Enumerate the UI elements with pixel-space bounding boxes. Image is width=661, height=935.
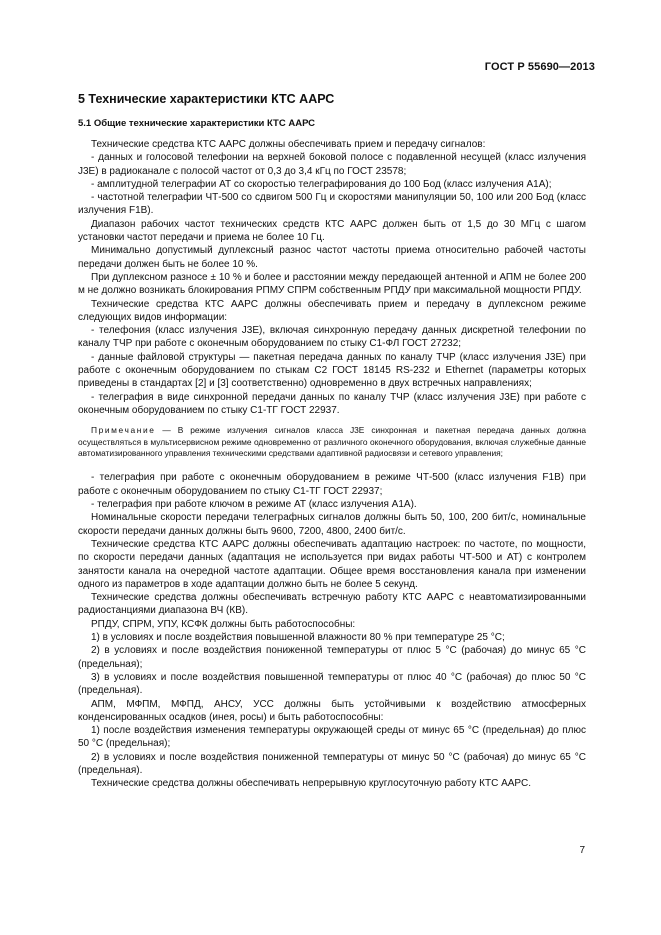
note (78, 425, 586, 459)
paragraph: Технические средства должны обеспечивать встречную работу КТС ААРС с неавтоматизированными радиостанциями диапазона ВЧ (КВ). (78, 592, 586, 617)
paragraph: Технические средства КТС ААРС должны обеспечивать адаптацию настроек: по частоте, по мощности, по скорости передачи данных (адаптация не используется при видах работы ЧТ-500 и АТ) с контролем занятости канала на очередной частоте адаптации. Общее время восстановления канала при изменении одного из параметров в ходе адаптации должно быть не более 5 секунд. (78, 538, 586, 590)
paragraph: - телефония (класс излучения J3E), включая синхронную передачу данных дискретной телефонии по каналу ТЧР при работе с оконечным оборудованием по стыку С1-ФЛ ГОСТ 27232; (78, 325, 586, 350)
paragraph: Номинальные скорости передачи телеграфных сигналов должны быть 50, 100, 200 бит/с, номинальные скорости передачи данных должны быть 9600, 7200, 4800, 2400 бит/с. (78, 512, 586, 537)
paragraph: Технические средства КТС ААРС должны обеспечивать прием и передачу сигналов: (91, 139, 486, 150)
note-label: Примечание (91, 425, 156, 436)
paragraph: РПДУ, СПРМ, УПУ, КСФК должны быть работоспособны: (91, 618, 356, 630)
paragraph: При дуплексном разносе ± 10 % и более и расстоянии между передающей антенной и АПМ не более 200 м не должно возникать блокирования РПМУ СПРМ собственным РПДУ при максимальной мощности РПДУ. (78, 271, 586, 297)
paragraph: - телеграфия при работе с оконечным оборудованием в режиме ЧТ-500 (класс излучения F1B) при работе с оконечным оборудованием по стыку С1-ТГ ГОСТ 22937; (78, 472, 586, 497)
paragraph: - телеграфия в виде синхронной передачи данных по каналу ТЧР (класс излучения J3E) при работе с оконечным оборудованием по стыку С1-ТГ ГОСТ 22937. (78, 391, 586, 416)
paragraph: 2) в условиях и после воздействия пониженной температуры от плюс 5 °С (рабочая) до минус 65 °С (предельная); (78, 645, 586, 670)
paragraph: 3) в условиях и после воздействия повышенной температуры от плюс 40 °С (рабочая) до плюс 50 °С (предельная). (78, 671, 586, 697)
paragraph: Технические средства КТС ААРС должны обеспечивать прием и передачу в дуплексном режиме следующих видов информации: (78, 298, 586, 323)
paragraph: - частотной телеграфии ЧТ-500 со сдвигом 500 Гц и скоростями манипуляции 50, 100 или 200 Бод (класс излучения F1B). (78, 192, 586, 217)
paragraph: - данных и голосовой телефонии на верхней боковой полосе с подавленной несущей (класс излучения J3E) в радиоканале с полосой частот от 0,3 до 3,4 кГц по ГОСТ 23578; (78, 152, 586, 177)
note-text: — В режиме излучения сигналов класса J3E синхронная и пакетная передача данных должна осуществляться в мультисервисном режиме одновременно от различного оконечного оборудования, включая служебные данные автоматизированного управления техническими средствами адаптивной радиосвязи и сетевого управления; (78, 425, 586, 459)
paragraph: - данные файловой структуры — пакетная передача данных по каналу ТЧР (класс излучения J3E) при работе с оконечным оборудованием по стыкам С2 ГОСТ 18145 RS-232 и Ethernet (параметры которых приведены в стандартах [2] и [3] соответственно) одновременно в двух встречных направлениях; (78, 351, 586, 390)
paragraph: - телеграфия при работе ключом в режиме АТ (класс излучения А1А). (91, 499, 417, 511)
subsection-title: 5.1 Общие технические характеристики КТС ААРС (78, 118, 316, 129)
paragraph: АПМ, МФПМ, МФПД, АНСУ, УСС должны быть устойчивыми к воздействию атмосферных конденсированных осадков (инея, росы) и быть работоспособны: (78, 698, 586, 723)
page-number: 7 (579, 845, 585, 856)
section-title: 5 Технические характеристики КТС ААРС (78, 92, 335, 106)
paragraph: 1) в условиях и после воздействия повышенной влажности 80 % при температуре 25 °С; (91, 632, 505, 644)
paragraph: - амплитудной телеграфии АТ со скоростью телеграфирования до 100 Бод (класс излучения А1А); (91, 178, 552, 190)
standard-designation: ГОСТ Р 55690—2013 (484, 61, 595, 73)
paragraph: 1) после воздействия изменения температуры окружающей среды от минус 65 °С (предельная) до плюс 50 °С (предельная); (78, 725, 586, 750)
paragraph: Диапазон рабочих частот технических средств КТС ААРС должен быть от 1,5 до 30 МГц с шагом установки частот передачи и приема не более 10 Гц. (78, 218, 586, 244)
paragraph: Технические средства должны обеспечивать непрерывную круглосуточную работу КТС ААРС. (91, 778, 531, 790)
body-text (78, 138, 586, 791)
paragraph: Минимально допустимый дуплексный разнос частот частоты приема относительно рабочей частоты передачи должен быть не более 10 %. (78, 245, 586, 270)
paragraph: 2) в условиях и после воздействия пониженной температуры от минус 50 °С (рабочая) до минус 65 °С (предельная). (78, 751, 586, 776)
